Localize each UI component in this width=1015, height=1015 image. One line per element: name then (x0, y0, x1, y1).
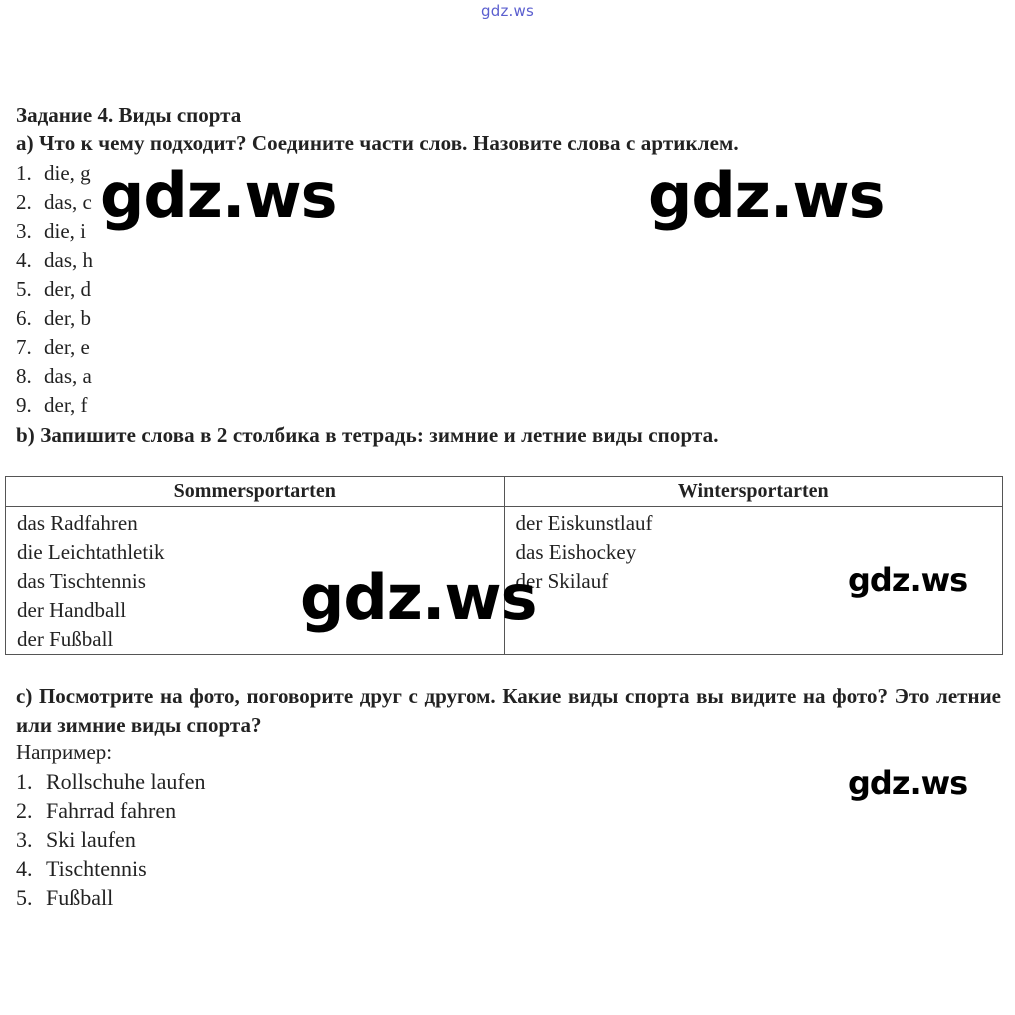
list-item (16, 188, 93, 217)
item-number: 4. (16, 248, 32, 272)
item-text: der, f (44, 393, 88, 417)
section-b-heading: b) Запишите слова в 2 столбика в тетрадь: зимние и летние виды спорта. (16, 423, 719, 447)
item-number: 7. (16, 335, 32, 359)
summer-sport: der Fußball (17, 627, 114, 651)
item-text: der, d (44, 277, 91, 301)
item-text: das, c (44, 190, 92, 214)
watermark: gdz.ws (848, 764, 968, 802)
list-item (16, 767, 205, 796)
watermark: gdz.ws (300, 561, 537, 634)
list-item (16, 854, 205, 883)
list-item (16, 333, 93, 362)
watermark: gdz.ws (848, 561, 968, 599)
item-text: Fahrrad fahren (46, 798, 177, 823)
item-number: 1. (16, 161, 32, 185)
list-item (16, 883, 205, 912)
item-number: 3. (16, 219, 32, 243)
task-title: Задание 4. Виды спорта (16, 103, 242, 127)
item-number: 2. (16, 798, 33, 823)
list-item (16, 275, 93, 304)
section-c-example-list (16, 767, 205, 912)
list-item (16, 159, 93, 188)
winter-sport: der Skilauf (515, 569, 609, 593)
item-text: der, e (44, 335, 90, 359)
item-number: 5. (16, 885, 33, 910)
list-item (16, 304, 93, 333)
section-a-heading: a) Что к чему подходит? Соедините части слов. Назовите слова с артиклем. (16, 131, 739, 155)
summer-sport: der Handball (17, 598, 127, 622)
table-header-row (6, 477, 1003, 507)
site-header-link[interactable]: gdz.ws (481, 2, 534, 20)
list-item (16, 825, 205, 854)
item-number: 2. (16, 190, 32, 214)
item-text: der, b (44, 306, 91, 330)
list-item (16, 391, 93, 420)
section-c-heading: c) Посмотрите на фото, поговорите друг с другом. Какие виды спорта вы видите на фото? Это летние или зимние виды спорта? (16, 684, 1001, 737)
winter-sport: der Eiskunstlauf (515, 511, 653, 535)
summer-sport: die Leichtathletik (17, 540, 165, 564)
item-number: 4. (16, 856, 33, 881)
list-item (16, 246, 93, 275)
winter-column-header: Wintersportarten (504, 477, 1003, 507)
item-number: 1. (16, 769, 33, 794)
item-text: Tischtennis (46, 856, 147, 881)
item-number: 9. (16, 393, 32, 417)
watermark: gdz.ws (648, 159, 885, 232)
item-text: die, i (44, 219, 86, 243)
watermark: gdz.ws (100, 159, 337, 232)
item-text: die, g (44, 161, 91, 185)
section-a-answer-list (16, 159, 93, 420)
item-text: Ski laufen (46, 827, 136, 852)
item-number: 5. (16, 277, 32, 301)
item-number: 3. (16, 827, 33, 852)
item-text: Fußball (46, 885, 114, 910)
winter-sport: das Eishockey (515, 540, 637, 564)
summer-sport: das Radfahren (17, 511, 138, 535)
item-number: 8. (16, 364, 32, 388)
list-item (16, 217, 93, 246)
list-item (16, 362, 93, 391)
list-item (16, 796, 205, 825)
item-text: Rollschuhe laufen (46, 769, 206, 794)
summer-sport: das Tischtennis (17, 569, 146, 593)
item-text: das, a (44, 364, 92, 388)
item-text: das, h (44, 248, 93, 272)
item-number: 6. (16, 306, 32, 330)
example-label: Например: (16, 740, 113, 764)
summer-column-header: Sommersportarten (6, 477, 505, 507)
